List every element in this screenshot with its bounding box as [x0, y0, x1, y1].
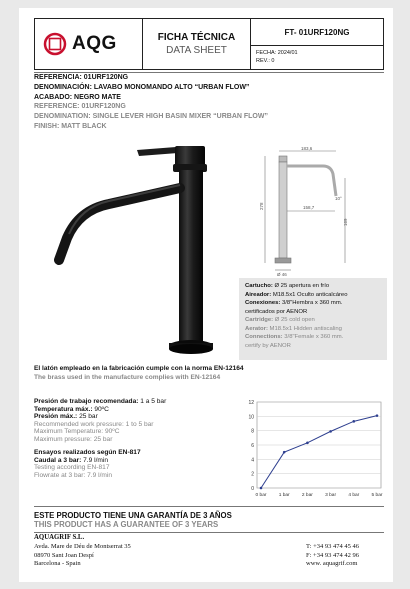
- conexiones-label: Conexiones:: [245, 300, 281, 306]
- dim-height-spout: 169: [343, 218, 348, 226]
- data-point: [376, 414, 379, 417]
- data-point: [306, 442, 309, 445]
- data-point: [283, 451, 286, 454]
- brass-compliance: [34, 365, 244, 382]
- logo-text: AQG: [72, 33, 117, 54]
- conexiones-cert: certificados por AENOR: [245, 308, 308, 315]
- title-english: DATA SHEET: [166, 45, 227, 56]
- cartridge-value: Ø 25 cold open: [273, 317, 315, 323]
- data-point: [260, 487, 263, 490]
- flow-pressure-chart: [237, 396, 387, 504]
- company-name: AQUAGRIF S.L.: [34, 534, 85, 541]
- x-tick-label: 4 bar: [348, 493, 360, 498]
- rec-pressure-en: Recommended work pressure: 1 to 5 bar: [34, 420, 154, 428]
- document-code: FT- 01URF120NG: [251, 19, 383, 46]
- logo-circle-icon: [43, 32, 67, 56]
- brand-logo: [35, 19, 143, 69]
- x-tick-label: 2 bar: [301, 493, 313, 498]
- data-point: [329, 430, 332, 433]
- dim-height-total: 278: [259, 202, 264, 210]
- max-temp-value: 90ºC: [92, 405, 109, 413]
- address-line-3: Barcelona - Spain: [34, 560, 81, 568]
- y-tick-label: 12: [248, 400, 254, 406]
- denomination-en: DENOMINATION: SINGLE LEVER HIGH BASIN MIXER “URBAN FLOW”: [34, 113, 268, 121]
- technical-drawing: [261, 148, 371, 278]
- guarantee-es: ESTE PRODUCTO TIENE UNA GARANTÍA DE 3 AÑOS: [34, 511, 232, 520]
- x-tick-label: 0 bar: [255, 493, 267, 498]
- tests-es: Ensayos realizados según EN-817: [34, 449, 141, 456]
- finish-es: ACABADO: NEGRO MATE: [34, 93, 121, 101]
- product-identification: [34, 73, 268, 132]
- dim-base: Ø 46: [277, 272, 287, 277]
- connections-cert: certify by AENOR: [245, 342, 291, 349]
- tests-en: Testing according EN-817: [34, 464, 110, 471]
- max-temp-en: Maximum Temperature: 90ºC: [34, 428, 120, 435]
- dim-width-top: 183,6: [301, 146, 313, 151]
- divider: [34, 532, 384, 533]
- y-tick-label: 2: [251, 471, 254, 478]
- flow-es-value: 7.9 l/min: [81, 456, 109, 464]
- max-pressure-en: Maximum pressure: 25 bar: [34, 435, 113, 443]
- cartucho-value: Ø 25 apertura en frío: [272, 283, 330, 289]
- aireador-label: Aireador:: [245, 291, 272, 298]
- website-link[interactable]: www. aquagrif.com: [306, 560, 358, 568]
- address-line-2: 08970 Sant Joan Despí: [34, 551, 94, 559]
- rec-pressure-label: Presión de trabajo recomendada:: [34, 398, 139, 405]
- y-tick-label: 0: [251, 486, 254, 492]
- y-tick-label: 4: [251, 457, 254, 464]
- pressure-specs: [34, 398, 166, 479]
- aerator-value: M18.5x1 Hidden antiscaling: [267, 325, 342, 332]
- reference-en: REFERENCE: 01URF120NG: [34, 103, 126, 111]
- reference-es: REFERENCIA: 01URF120NG: [34, 74, 129, 81]
- footer: [34, 534, 384, 569]
- guarantee-en: THIS PRODUCT HAS A GUARANTEE OF 3 YEARS: [34, 520, 219, 529]
- data-point: [353, 420, 356, 423]
- max-pressure-label: Presión máx.:: [34, 413, 78, 420]
- dim-angle: 10°: [335, 196, 342, 201]
- connections-label: Connections:: [245, 334, 283, 340]
- document-title: [143, 19, 251, 69]
- denomination-es: DENOMINACIÓN: LAVABO MONOMANDO ALTO “URBAN FLOW”: [34, 83, 250, 91]
- divider: [34, 506, 384, 507]
- connections-value: 3/8"Female x 360 mm.: [282, 334, 344, 340]
- document-code-cell: [251, 19, 383, 69]
- specifications-box: [239, 278, 387, 360]
- rec-pressure-value: 1 a 5 bar: [138, 398, 167, 405]
- cartucho-label: Cartucho:: [245, 283, 273, 289]
- title-spanish: FICHA TÉCNICA: [157, 32, 236, 43]
- y-tick-label: 8: [251, 428, 254, 435]
- document-date: FECHA: 2024/01: [256, 50, 298, 57]
- finish-en: FINISH: MATT BLACK: [34, 122, 107, 130]
- document-revision: REV.: 0: [256, 57, 275, 64]
- address-line-1: Avda. Mare de Déu de Montserrat 35: [34, 542, 131, 550]
- data-sheet-page: [19, 8, 393, 582]
- x-tick-label: 1 bar: [278, 493, 290, 498]
- faucet-photo: [39, 138, 229, 363]
- fax: F: +34 93 474 42 96: [306, 551, 359, 559]
- max-temp-label: Temperatura máx.:: [34, 405, 93, 413]
- x-tick-label: 5 bar: [371, 493, 383, 498]
- brass-en: The brass used in the manufacture complies with EN-12164: [34, 373, 221, 381]
- header-box: [34, 18, 384, 70]
- series-line: [261, 416, 377, 488]
- x-tick-label: 3 bar: [325, 493, 337, 498]
- flow-es-label: Caudal a 3 bar:: [34, 456, 82, 464]
- phone: T: +34 93 474 45 46: [306, 542, 359, 550]
- aireador-value: M18.5x1 Oculto anticalcáreo: [271, 291, 348, 298]
- conexiones-value: 3/8"Hembra x 360 mm.: [280, 300, 343, 306]
- aerator-label: Aerator:: [245, 325, 268, 332]
- dim-spout-reach: 158,7: [303, 205, 315, 210]
- y-tick-label: 6: [251, 443, 254, 449]
- guarantee: [34, 511, 232, 529]
- y-tick-label: 10: [248, 414, 254, 421]
- flow-en: Flowrate at 3 bar: 7.9 l/min: [34, 471, 113, 479]
- brass-es: El latón empleado en la fabricación cumple con la norma EN-12164: [34, 365, 244, 372]
- cartridge-label: Cartridge:: [245, 317, 274, 323]
- max-pressure-value: 25 bar: [77, 413, 98, 420]
